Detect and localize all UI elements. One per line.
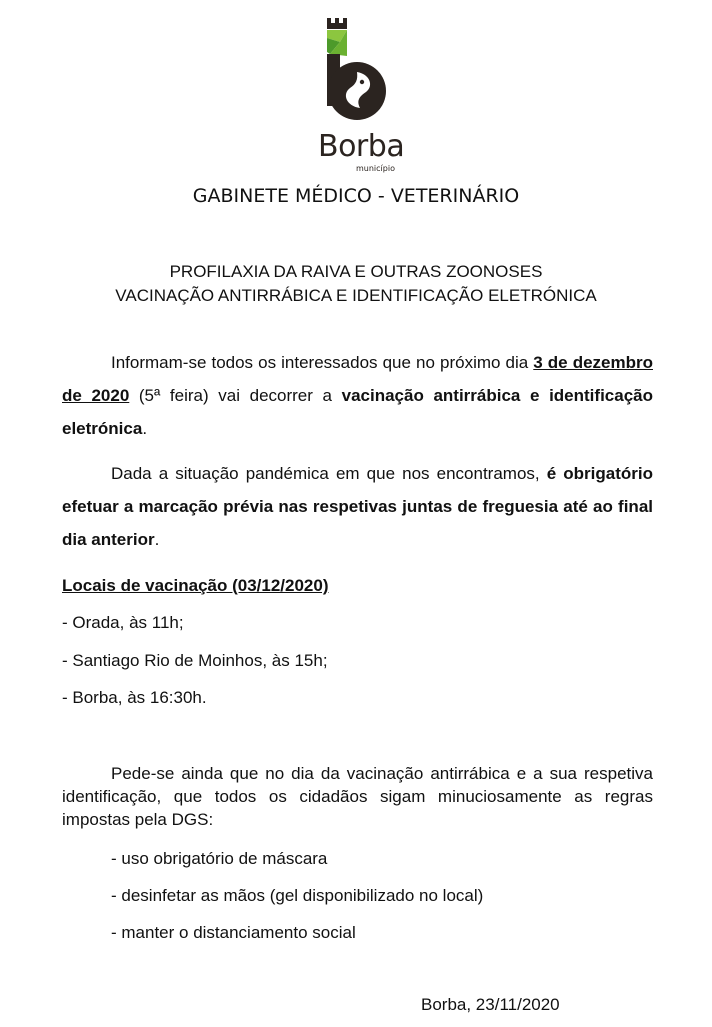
heading-line-1: PROFILAXIA DA RAIVA E OUTRAS ZOONOSES [169, 262, 543, 281]
booking-requirement: é obrigatório efetuar a marcação prévia nas respetivas juntas de freguesia até ao final dia anterior [62, 464, 653, 549]
pandemic-text-2: . [154, 530, 160, 549]
pandemic-text-1: Dada a situação pandémica em que nos encontramos, [111, 464, 547, 483]
rules-paragraph: Pede-se ainda que no dia da vacinação antirrábica e a sua respetiva identificação, que todos os cidadãos sigam minuciosamente as regras impostas pela DGS: [62, 764, 653, 829]
location-item: - Borba, às 16:30h. [62, 688, 207, 707]
rule-item: - uso obrigatório de máscara [111, 849, 328, 868]
intro-text-1: Informam-se todos os interessados que no próximo dia [111, 353, 534, 372]
intro-text-3: . [142, 419, 148, 438]
vaccination-type: vacinação antirrábica e identificação eletrónica [62, 386, 653, 438]
logo-wordmark: Borba [318, 129, 405, 164]
intro-paragraph [62, 346, 653, 445]
borba-logo [300, 14, 410, 174]
heading-line-2: VACINAÇÃO ANTIRRÁBICA E IDENTIFICAÇÃO ELETRÓNICA [115, 286, 597, 305]
rule-item: - desinfetar as mãos (gel disponibilizado no local) [111, 886, 484, 905]
borba-emblem-icon [300, 14, 410, 134]
location-item: - Orada, às 11h; [62, 613, 184, 632]
document-heading [0, 260, 712, 308]
office-title: GABINETE MÉDICO - VETERINÁRIO [192, 185, 520, 207]
vaccination-date: 3 de dezembro de 2020 [62, 353, 653, 405]
location-item: - Santiago Rio de Moinhos, às 15h; [62, 651, 328, 670]
logo-subtitle: município [356, 164, 395, 173]
locations-title: Locais de vacinação (03/12/2020) [62, 576, 329, 595]
intro-text-2: (5ª feira) vai decorrer a [129, 386, 342, 405]
rule-item: - manter o distanciamento social [111, 923, 356, 942]
pandemic-paragraph [62, 457, 653, 556]
signature-date: Borba, 23/11/2020 [421, 995, 560, 1014]
